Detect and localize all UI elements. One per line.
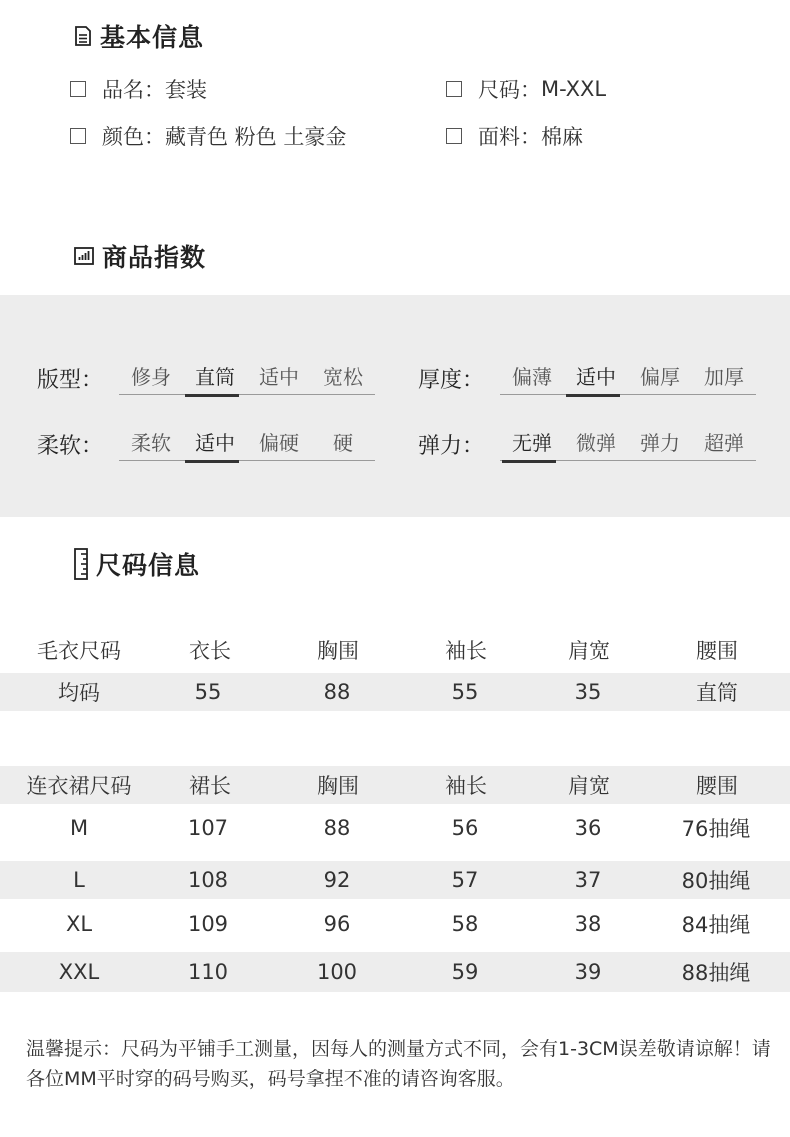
index-scale xyxy=(500,361,756,395)
basic-info-heading xyxy=(74,18,204,54)
table-cell: 38 xyxy=(574,912,602,936)
info-item-size xyxy=(446,74,606,104)
table-cell: XXL xyxy=(58,960,100,984)
sweater-table-header xyxy=(0,631,790,669)
table-row xyxy=(0,952,790,992)
index-option: 弹力 xyxy=(640,431,680,455)
table-cell: M xyxy=(69,816,89,840)
table-cell: 56 xyxy=(451,816,479,840)
index-row-softness xyxy=(37,427,375,461)
index-row-fit xyxy=(37,361,375,395)
table-cell: 80抽绳 xyxy=(681,869,751,893)
table-cell: 84抽绳 xyxy=(681,913,751,937)
info-label: 尺码： xyxy=(478,78,541,102)
product-index-heading xyxy=(74,238,206,274)
index-row-elasticity xyxy=(418,427,756,461)
table-cell: 88 xyxy=(323,680,351,704)
index-scale xyxy=(119,361,375,395)
index-label: 柔软： xyxy=(37,433,104,459)
table-cell: 100 xyxy=(316,960,358,984)
checkbox-icon xyxy=(70,81,86,97)
info-item-fabric xyxy=(446,121,583,151)
index-option: 宽松 xyxy=(323,365,363,389)
table-header-cell: 胸围 xyxy=(317,774,359,798)
checkbox-icon xyxy=(70,128,86,144)
table-cell: 109 xyxy=(187,912,229,936)
index-option: 加厚 xyxy=(704,365,744,389)
table-header-cell: 衣长 xyxy=(189,639,231,663)
table-cell: 96 xyxy=(323,912,351,936)
table-header-cell: 腰围 xyxy=(696,639,738,663)
table-cell: L xyxy=(73,868,85,892)
table-header-cell: 连衣裙尺码 xyxy=(26,774,132,798)
table-cell: 58 xyxy=(451,912,479,936)
index-option-selected: 直筒 xyxy=(183,361,247,390)
info-value: M-XXL xyxy=(541,77,607,101)
table-cell: 59 xyxy=(451,960,479,984)
table-header-cell: 毛衣尺码 xyxy=(37,639,121,663)
table-cell: XL xyxy=(65,912,93,936)
bar-chart-icon xyxy=(74,247,94,265)
table-header-cell: 胸围 xyxy=(317,639,359,663)
index-scale xyxy=(119,427,375,461)
info-item-name xyxy=(70,74,207,104)
index-scale xyxy=(500,427,756,461)
table-cell: 55 xyxy=(451,680,479,704)
table-cell: 107 xyxy=(187,816,229,840)
size-info-title: 尺码信息 xyxy=(96,551,201,580)
document-icon xyxy=(74,26,92,46)
index-option: 偏厚 xyxy=(640,365,680,389)
index-option: 修身 xyxy=(131,365,171,389)
index-option: 偏薄 xyxy=(512,365,552,389)
index-option: 硬 xyxy=(333,431,353,455)
ruler-icon xyxy=(74,548,88,580)
table-cell: 55 xyxy=(194,680,222,704)
index-option-selected: 无弹 xyxy=(500,427,564,456)
index-option: 适中 xyxy=(259,365,299,389)
table-header-cell: 肩宽 xyxy=(568,639,610,663)
index-option: 微弹 xyxy=(576,431,616,455)
table-header-cell: 腰围 xyxy=(696,774,738,798)
info-label: 品名： xyxy=(102,78,165,102)
table-header-cell: 肩宽 xyxy=(568,774,610,798)
info-value: 棉麻 xyxy=(541,125,583,149)
info-label: 面料： xyxy=(478,125,541,149)
index-label: 厚度： xyxy=(418,367,485,393)
basic-info-title: 基本信息 xyxy=(100,23,205,52)
table-cell: 直筒 xyxy=(696,681,738,705)
index-label: 弹力： xyxy=(418,433,485,459)
table-cell: 36 xyxy=(574,816,602,840)
info-value: 套装 xyxy=(165,78,207,102)
index-option: 偏硬 xyxy=(259,431,299,455)
checkbox-icon xyxy=(446,81,462,97)
index-option: 超弹 xyxy=(704,431,744,455)
table-row xyxy=(0,861,790,899)
table-cell: 均码 xyxy=(58,681,100,705)
table-row xyxy=(0,673,790,711)
table-cell: 108 xyxy=(187,868,229,892)
size-info-heading xyxy=(74,546,200,582)
info-label: 颜色： xyxy=(102,125,165,149)
table-row xyxy=(0,905,790,943)
table-cell: 57 xyxy=(451,868,479,892)
index-option: 柔软 xyxy=(131,431,171,455)
table-header-cell: 裙长 xyxy=(189,774,231,798)
index-option-selected: 适中 xyxy=(564,361,628,390)
table-row xyxy=(0,809,790,847)
table-cell: 76抽绳 xyxy=(681,817,751,841)
product-index-panel xyxy=(0,295,790,517)
index-row-thickness xyxy=(418,361,756,395)
table-cell: 110 xyxy=(187,960,229,984)
table-cell: 35 xyxy=(574,680,602,704)
info-value: 藏青色 粉色 土豪金 xyxy=(165,125,347,149)
table-cell: 37 xyxy=(574,868,602,892)
index-option-selected: 适中 xyxy=(183,427,247,456)
product-index-title: 商品指数 xyxy=(102,243,207,272)
index-label: 版型： xyxy=(37,367,104,393)
table-cell: 88 xyxy=(323,816,351,840)
dress-table-header xyxy=(0,766,790,804)
table-cell: 39 xyxy=(574,960,602,984)
table-header-cell: 袖长 xyxy=(445,639,487,663)
checkbox-icon xyxy=(446,128,462,144)
table-cell: 92 xyxy=(323,868,351,892)
size-note: 温馨提示：尺码为平铺手工测量，因每人的测量方式不同，会有1-3CM误差敬请谅解！请各位MM平时穿的码号购买，码号拿捏不准的请咨询客服。 xyxy=(26,1038,771,1090)
info-item-color xyxy=(70,121,346,151)
table-header-cell: 袖长 xyxy=(445,774,487,798)
table-cell: 88抽绳 xyxy=(681,961,751,985)
